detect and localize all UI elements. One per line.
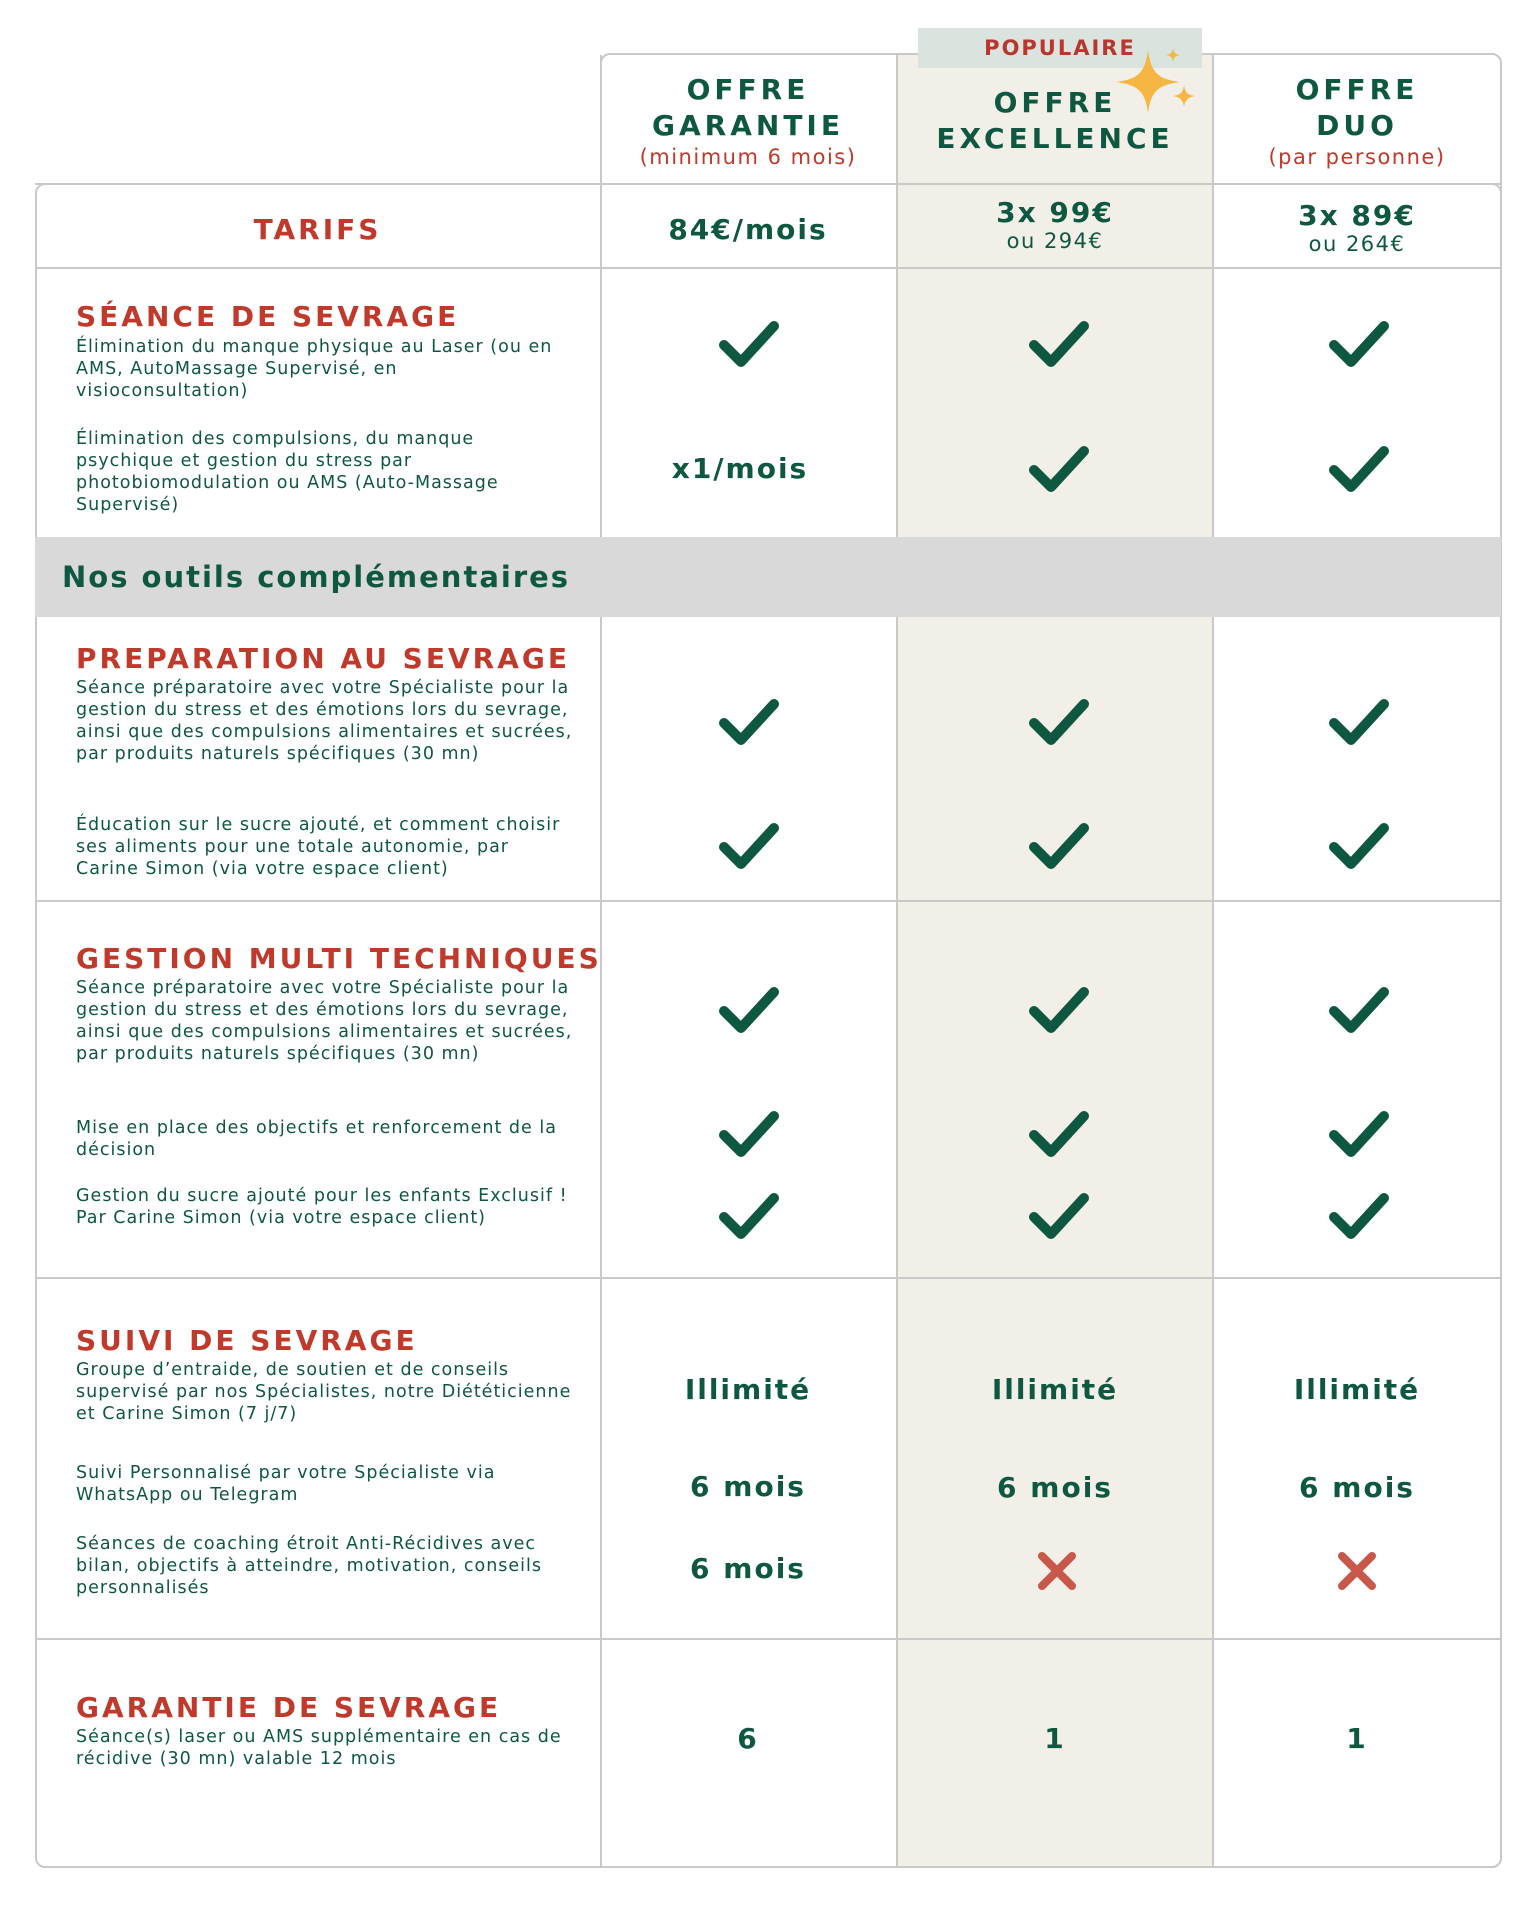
check-icon <box>1328 443 1390 495</box>
section-title-garantie: GARANTIE DE SEVRAGE <box>76 1691 502 1724</box>
row-text: Groupe d’entraide, de soutien et de conseils supervisé par nos Spécialistes, notre Diététicienne et Carine Simon (7 j/7) <box>76 1360 572 1424</box>
check-icon <box>1028 443 1090 495</box>
check-icon <box>1028 1108 1090 1160</box>
tarif-main: 3x 99€ <box>996 196 1114 229</box>
tarif-duo <box>1212 199 1502 256</box>
value-cell: 6 mois <box>690 1552 806 1585</box>
col-divider-2 <box>896 55 898 1866</box>
tarif-alt: ou 264€ <box>1308 232 1406 256</box>
row-divider <box>35 267 1502 269</box>
plan-garantie-subtitle: (minimum 6 mois) <box>639 145 857 169</box>
complementary-tools-label: Nos outils complémentaires <box>62 560 571 594</box>
row-text: Séance préparatoire avec votre Spécialiste pour la gestion du stress et des émotions lors du sevrage, ainsi que des compulsions alimentaires et sucrées, par produits naturels spécifiques (30 mn) <box>76 978 573 1064</box>
row-text: Suivi Personnalisé par votre Spécialiste via WhatsApp ou Telegram <box>76 1463 496 1505</box>
section-title-preparation: PREPARATION AU SEVRAGE <box>76 642 570 675</box>
row-text: Mise en place des objectifs et renforcement de la décision <box>76 1118 557 1160</box>
value-cell: Illimité <box>684 1373 812 1406</box>
value-cell: 6 mois <box>690 1470 806 1503</box>
popular-badge: POPULAIRE <box>918 28 1202 68</box>
value-cell: 1 <box>1346 1722 1368 1755</box>
check-icon <box>1328 696 1390 748</box>
row-text: Séance(s) laser ou AMS supplémentaire en cas de récidive (30 mn) valable 12 mois <box>76 1727 562 1769</box>
tarif-garantie <box>603 213 893 246</box>
check-icon <box>718 820 780 872</box>
check-icon <box>1328 984 1390 1036</box>
check-icon <box>1328 1190 1390 1242</box>
value-cell: 6 mois <box>997 1471 1113 1504</box>
row-text: Élimination des compulsions, du manque psychique et gestion du stress par photobiomodulation ou AMS (Auto-Massage Supervisé) <box>76 429 499 515</box>
check-icon <box>1028 1190 1090 1242</box>
check-icon <box>718 318 780 370</box>
value-cell: 1 <box>1044 1722 1066 1755</box>
check-icon <box>718 1190 780 1242</box>
plan-garantie-title <box>603 72 893 144</box>
row-text: Éducation sur le sucre ajouté, et comment choisir ses aliments pour une totale autonomie, par Carine Simon (via votre espace client) <box>76 815 561 879</box>
plan-title-line: OFFRE <box>686 73 810 106</box>
row-divider <box>35 1277 1502 1279</box>
tarif-excellence <box>910 196 1200 253</box>
check-icon <box>1328 318 1390 370</box>
row-divider <box>35 183 1502 185</box>
cross-icon <box>1336 1550 1378 1592</box>
cross-icon <box>1036 1550 1078 1592</box>
check-icon <box>1028 820 1090 872</box>
tarif-main: 3x 89€ <box>1298 199 1416 232</box>
row-text: Gestion du sucre ajouté pour les enfants Exclusif ! Par Carine Simon (via votre espace client) <box>76 1186 568 1228</box>
section-title-suivi: SUIVI DE SEVRAGE <box>76 1324 418 1357</box>
check-icon <box>718 696 780 748</box>
section-title-seance: SÉANCE DE SEVRAGE <box>76 300 460 333</box>
plan-title-line: OFFRE <box>993 86 1117 119</box>
check-icon <box>1028 318 1090 370</box>
row-text: Séances de coaching étroit Anti-Récidives avec bilan, objectifs à atteindre, motivation, conseils personnalisés <box>76 1534 543 1598</box>
value-cell: 6 mois <box>1299 1471 1415 1504</box>
tarif-alt: ou 294€ <box>1006 229 1104 253</box>
check-icon <box>1028 984 1090 1036</box>
value-cell: 6 <box>737 1722 759 1755</box>
check-icon <box>1328 1108 1390 1160</box>
tarif-main: 84€/mois <box>668 213 828 246</box>
row-text: Séance préparatoire avec votre Spécialiste pour la gestion du stress et des émotions lors du sevrage, ainsi que des compulsions alimentaires et sucrées, par produits naturels spécifiques (30 mn) <box>76 678 573 764</box>
row-divider <box>35 900 1502 902</box>
section-title-gestion: GESTION MULTI TECHNIQUES <box>76 942 602 975</box>
plan-excellence-title <box>910 85 1200 157</box>
check-icon <box>718 1108 780 1160</box>
row-text: Élimination du manque physique au Laser (ou en AMS, AutoMassage Supervisé, en visioconsultation) <box>76 337 553 401</box>
plan-title-line: GARANTIE <box>652 109 844 142</box>
value-cell: Illimité <box>1293 1373 1421 1406</box>
row-divider <box>35 1638 1502 1640</box>
check-icon <box>1328 820 1390 872</box>
value-cell: Illimité <box>991 1373 1119 1406</box>
plan-title-line: DUO <box>1316 109 1398 142</box>
plan-duo-title <box>1212 72 1502 144</box>
tarifs-label: TARIFS <box>253 213 382 246</box>
plan-title-line: EXCELLENCE <box>936 122 1174 155</box>
plan-title-line: OFFRE <box>1295 73 1419 106</box>
plan-duo-subtitle: (par personne) <box>1268 145 1446 169</box>
col-divider-3 <box>1212 55 1214 1866</box>
check-icon <box>718 984 780 1036</box>
check-icon <box>1028 696 1090 748</box>
value-cell: x1/mois <box>671 452 809 485</box>
